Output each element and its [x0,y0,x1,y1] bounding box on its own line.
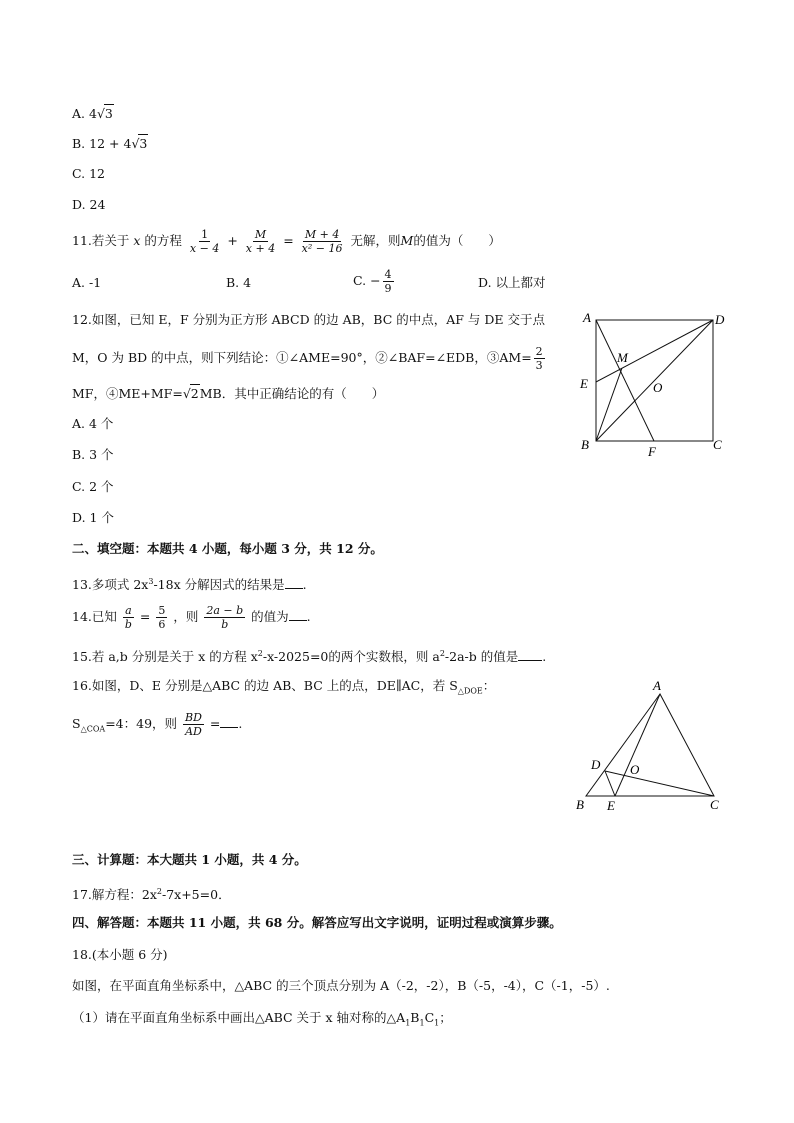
q16-triangle-figure [568,676,733,816]
segment-dc [605,771,714,796]
q11-option-c: C. − $\frac{4}{9}$ [353,268,392,295]
q18-line1: 如图，在平面直角坐标系中，△ABC 的三个顶点分别为 A（-2，-2），B（-5，-4），C（-1，-5）. [72,978,610,993]
q16-stem-line2: $S_{\triangle COA}=4$：49，则 $\frac{BD}{AD}$ = . [72,711,243,738]
label-o: O [653,380,663,395]
q12-square-figure [575,308,735,460]
label-c: C [713,437,722,452]
q10-option-b: B. 12 + 4√3 [72,136,148,151]
segment-ae [615,694,660,796]
section-2-heading: 二、填空题：本题共 4 小题，每小题 3 分，共 12 分。 [72,541,383,556]
q18-line2: （1）请在平面直角坐标系中画出△ABC 关于 x 轴对称的$\triangle A_1B_1C_1$； [72,1010,452,1028]
q11-option-b: B. 4 [226,275,252,290]
label-e: E [580,376,588,391]
label-o: O [630,762,640,777]
label-a: A [653,678,661,693]
q12-stem-line2: M，O 为 BD 的中点，则下列结论：①∠AME=90°，②∠BAF=∠EDB，③AM= $\frac{2}{3}$ [72,345,543,372]
q12-stem-line3: MF，④ME+MF=√2MB．其中正确结论的有（ ） [72,386,385,401]
q11-stem: 11.若关于 x 的方程 $\frac{1}{x - 4}$ + $\frac{M}{x + 4}$ = $\frac{M + 4}{\text{x² − 16}}$ 无解，则M的值为（ ） [72,228,501,255]
q17-stem: 17.解方程：$2x^2-7x+5=0$． [72,887,231,903]
q12-option-c: C. 2 个 [72,479,114,494]
q10-option-c: C. 12 [72,166,105,181]
label-d: D [591,757,601,772]
q10-option-a: A. 4√3 [72,106,113,121]
label-a: A [583,310,591,325]
q11-fraction-3: $\frac{M + 4}{\text{x² − 16}}$ [301,228,343,255]
segment-af [596,320,654,441]
label-d: D [715,312,725,327]
q11-fraction-2: $\frac{M}{x + 4}$ [245,228,276,255]
q12-option-b: B. 3 个 [72,447,114,462]
segment-bm [596,368,622,441]
label-b: B [576,797,584,812]
q11-option-a: A. -1 [72,275,102,290]
section-3-heading: 三、计算题：本大题共 1 小题，共 4 分。 [72,852,307,867]
triangle-abc [586,694,714,796]
label-b: B [581,437,589,452]
segment-de [605,771,615,796]
q10-option-d: D. 24 [72,197,106,212]
q11-fraction-1: $\frac{1}{x - 4}$ [189,228,220,255]
q15-stem: 15.若 a,b 分别是关于 x 的方程 $x^2-x-2025=0$的两个实数根，则 $a^2-2a-b$ 的值是 . [72,649,547,665]
q12-option-d: D. 1 个 [72,510,114,525]
q13-stem: 13.多项式 $2x^3-18x$ 分解因式的结果是 . [72,577,307,593]
label-f: F [648,444,656,459]
label-m: M [617,350,628,365]
q18-title: 18.(本小题 6 分) [72,947,168,962]
label-c: C [710,797,719,812]
q12-stem-line1: 12.如图，已知 E，F 分别为正方形 ABCD 的边 AB，BC 的中点，AF 与 DE 交于点 [72,312,546,327]
segment-de [596,320,713,382]
section-4-heading: 四、解答题：本题共 11 小题，共 68 分。解答应写出文字说明，证明过程或演算步骤。 [72,915,562,930]
q14-stem: 14.已知 $\frac{a}{b}$ = $\frac{5}{6}$ ，则 $\frac{2a - b}{b}$ 的值为 . [72,604,311,631]
label-e: E [607,798,615,813]
q12-option-a: A. 4 个 [72,416,114,431]
q16-stem-line1: 16.如图，D、E 分别是△ABC 的边 AB、BC 上的点，DE∥AC，若 $S_{\triangle DOE}$： [72,678,496,696]
q11-option-d: D. 以上都对 [478,275,546,290]
